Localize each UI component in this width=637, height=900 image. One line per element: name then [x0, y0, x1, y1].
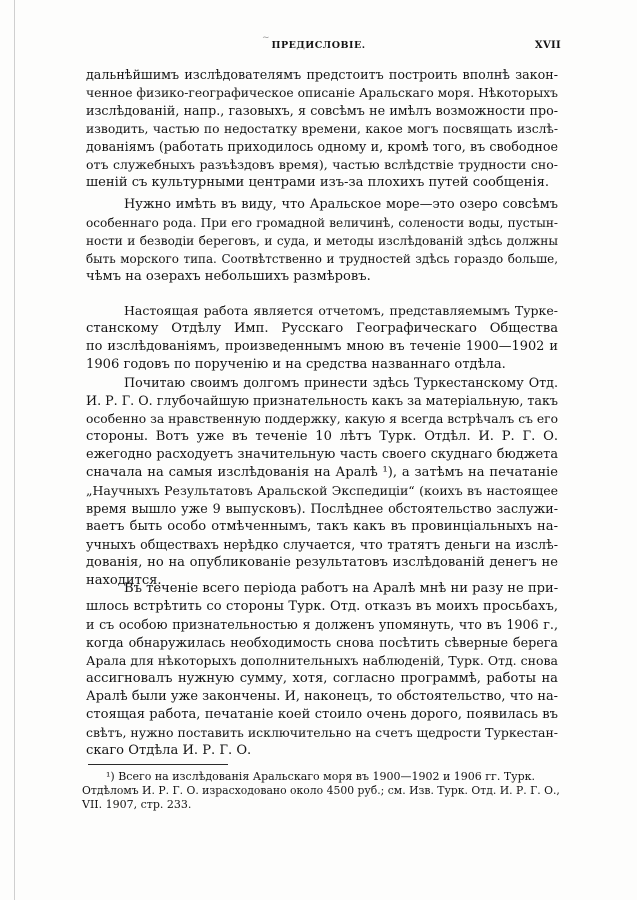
text-line: станскому Отдѣлу Имп. Русскаго Географическаго Общества: [86, 321, 558, 336]
header-mark: ~: [262, 33, 270, 43]
text-line: учныхъ обществахъ нерѣдко случается, что тратятъ деньги на изслѣ-: [86, 537, 558, 552]
text-line: сначала на самыя изслѣдованія на Аралѣ ¹), а затѣмъ на печатаніе: [86, 465, 558, 480]
text-line: дальнѣйшимъ изслѣдователямъ предстоитъ построить вполнѣ закон-: [86, 67, 558, 82]
paragraph-1: [86, 66, 558, 192]
text-line: ежегодно расходуетъ значительную часть своего скуднаго бюджета: [86, 447, 558, 462]
text-line: особеннаго рода. При его громадной величинѣ, солености воды, пустын-: [86, 216, 558, 230]
text-line: отъ служебныхъ разъѣздовъ время), частью вслѣдствіе трудности сно-: [86, 157, 558, 172]
text-line: дованія, но на опубликованіе результатовъ изслѣдованій денегъ не: [86, 555, 558, 570]
page-edge-line: [14, 0, 15, 900]
text-line: Въ теченіе всего періода работъ на Аралѣ мнѣ ни разу не при-: [124, 581, 559, 596]
text-line: ассигновалъ нужную сумму, хотя, согласно программѣ, работы на: [86, 671, 558, 686]
text-line: стоящая работа, печатаніе коей стоило очень дорого, появилась въ: [86, 707, 558, 722]
text-line: „Научныхъ Результатовъ Аральской Экспедиціи“ (коихъ въ настоящее: [86, 483, 558, 498]
text-line: чѣмъ на озерахъ небольшихъ размѣровъ.: [86, 269, 371, 284]
text-line: Настоящая работа является отчетомъ, представляемымъ Туркe-: [124, 303, 558, 318]
text-line: И. Р. Г. О. глубочайшую признательность какъ за матеріальную, такъ: [86, 393, 558, 408]
text-line: 1906 годовъ по порученію и на средства названнаго отдѣла.: [86, 357, 506, 372]
text-line: свѣтъ, нужно поставить исключительно на счетъ щедрости Туркестан-: [86, 725, 558, 740]
footnote-line: Отдѣломъ И. Р. Г. О. израсходовано около 4500 руб.; см. Изв. Турк. Отд. И. Р. Г. О.,: [82, 784, 560, 797]
text-line: время вышло уже 9 выпусковъ). Послѣднее обстоятельство заслужи-: [86, 501, 558, 516]
text-line: и съ особою признательностью я долженъ упомянуть, что въ 1906 г.,: [86, 617, 558, 632]
text-line: ваетъ быть особо отмѣченнымъ, такъ какъ въ провинціальныхъ на-: [86, 519, 558, 534]
running-header-title: ПРЕДИСЛОВІЕ.: [271, 40, 366, 51]
footnote-divider: [88, 764, 228, 765]
paragraph-5: [86, 580, 558, 760]
footnote-line: ¹) Всего на изслѣдованія Аральскаго моря въ 1900—1902 и 1906 гг. Турк.: [106, 770, 536, 783]
footnote-line: VII. 1907, стр. 233.: [82, 798, 192, 811]
page-number: XVII: [534, 40, 561, 51]
text-line: скаго Отдѣла И. Р. Г. О.: [86, 743, 252, 758]
text-line: Аралѣ были уже закончены. И, наконецъ, то обстоятельство, что на-: [86, 689, 558, 704]
paragraph-2: [86, 196, 558, 286]
text-line: шлось встрѣтить со стороны Турк. Отд. отказъ въ моихъ просьбахъ,: [86, 599, 558, 614]
text-line: шеній съ культурными центрами изъ-за плохихъ путей сообщенія.: [86, 175, 550, 190]
paragraph-4: [86, 374, 558, 590]
paragraph-3: [86, 302, 558, 374]
footnote: [82, 770, 560, 812]
text-line: дованіямъ (работать приходилось одному и, кромѣ того, въ свободное: [86, 139, 558, 154]
text-line: по изслѣдованіямъ, произведеннымъ мною въ теченіе 1900—1902 и: [86, 339, 558, 354]
text-line: ченное физико-географическое описаніе Аральскаго моря. Нѣкоторыхъ: [86, 86, 558, 100]
text-line: особенно за нравственную поддержку, какую я всегда встрѣчалъ съ его: [86, 412, 558, 426]
text-line: стороны. Вотъ уже въ теченіе 10 лѣтъ Турк. Отдѣл. И. Р. Г. О.: [86, 429, 558, 444]
text-line: изслѣдованій, напр., газовыхъ, я совсѣмъ не имѣлъ возможности про-: [86, 103, 558, 118]
text-line: Арала для нѣкоторыхъ дополнительныхъ наблюденій, Турк. Отд. снова: [86, 653, 558, 668]
text-line: Почитаю своимъ долгомъ принести здѣсь Туркестанскому Отд.: [124, 375, 558, 390]
text-line: ности и безводіи береговъ, и суда, и методы изслѣдованій здѣсь должны: [86, 234, 558, 248]
text-line: быть морского типа. Соотвѣтственно и трудностей здѣсь гораздо больше,: [86, 252, 558, 266]
text-line: Нужно имѣть въ виду, что Аральское море—это озеро совсѣмъ: [124, 197, 558, 212]
text-line: когда обнаружилась необходимость снова посѣтить сѣверные берега: [86, 635, 558, 650]
text-line: находится.: [86, 573, 162, 588]
text-line: изводить, частью по недостатку времени, какое могъ посвящать изслѣ-: [86, 122, 558, 136]
